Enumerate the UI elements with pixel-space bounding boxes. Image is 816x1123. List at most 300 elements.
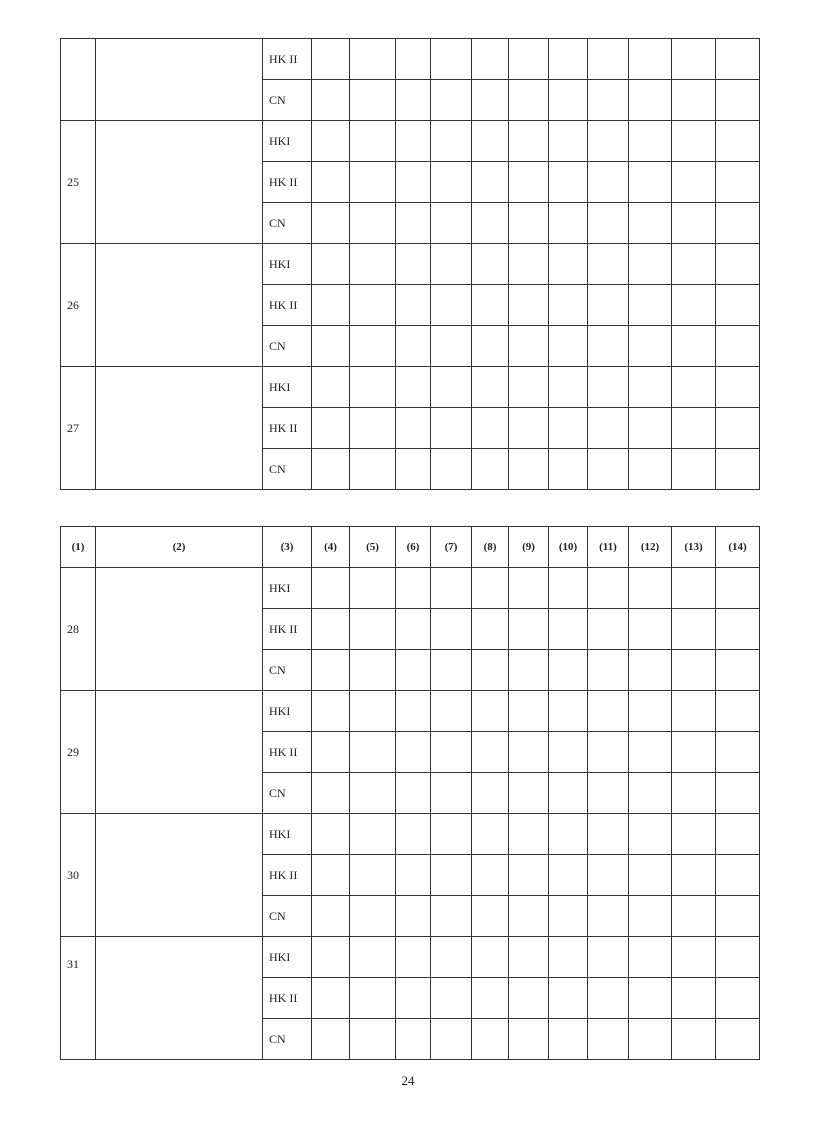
grade-cell bbox=[588, 162, 629, 203]
grade-cell bbox=[549, 80, 588, 121]
grade-cell bbox=[549, 978, 588, 1019]
grade-cell bbox=[472, 650, 509, 691]
grade-cell bbox=[509, 121, 549, 162]
semester-label: HKI bbox=[263, 367, 312, 408]
grade-cell bbox=[396, 732, 431, 773]
grade-cell bbox=[431, 937, 472, 978]
column-header: (11) bbox=[588, 527, 629, 568]
grade-cell bbox=[396, 937, 431, 978]
grade-cell bbox=[396, 773, 431, 814]
grade-cell bbox=[672, 367, 716, 408]
grade-cell bbox=[350, 39, 396, 80]
grade-cell bbox=[672, 203, 716, 244]
grade-cell bbox=[312, 121, 350, 162]
grade-cell bbox=[549, 896, 588, 937]
grade-cell bbox=[431, 449, 472, 490]
semester-label: HK II bbox=[263, 408, 312, 449]
row-number bbox=[61, 39, 96, 121]
grade-cell bbox=[312, 568, 350, 609]
grade-cell bbox=[431, 896, 472, 937]
grade-cell bbox=[716, 244, 760, 285]
grade-cell bbox=[509, 978, 549, 1019]
column-header: (14) bbox=[716, 527, 760, 568]
subject-cell bbox=[96, 367, 263, 490]
grade-cell bbox=[509, 937, 549, 978]
grade-cell bbox=[396, 978, 431, 1019]
grade-cell bbox=[549, 285, 588, 326]
semester-label: HKI bbox=[263, 691, 312, 732]
grade-cell bbox=[629, 691, 672, 732]
grade-cell bbox=[716, 203, 760, 244]
grade-cell bbox=[588, 773, 629, 814]
grade-cell bbox=[509, 650, 549, 691]
column-header: (13) bbox=[672, 527, 716, 568]
grade-cell bbox=[588, 121, 629, 162]
grade-cell bbox=[431, 773, 472, 814]
subject-cell bbox=[96, 244, 263, 367]
grade-cell bbox=[472, 39, 509, 80]
grade-cell bbox=[716, 609, 760, 650]
grade-cell bbox=[350, 80, 396, 121]
lower-grade-table bbox=[60, 526, 760, 1060]
column-header: (1) bbox=[61, 527, 96, 568]
grade-cell bbox=[396, 326, 431, 367]
grade-cell bbox=[472, 937, 509, 978]
grade-cell bbox=[431, 609, 472, 650]
table-row bbox=[61, 937, 760, 978]
grade-cell bbox=[312, 80, 350, 121]
semester-label: HK II bbox=[263, 609, 312, 650]
grade-cell bbox=[472, 773, 509, 814]
semester-label: HK II bbox=[263, 978, 312, 1019]
grade-cell bbox=[549, 1019, 588, 1060]
grade-cell bbox=[549, 691, 588, 732]
grade-cell bbox=[672, 896, 716, 937]
grade-cell bbox=[509, 773, 549, 814]
grade-cell bbox=[588, 609, 629, 650]
semester-label: HK II bbox=[263, 285, 312, 326]
grade-cell bbox=[431, 367, 472, 408]
grade-cell bbox=[472, 568, 509, 609]
grade-cell bbox=[431, 285, 472, 326]
grade-cell bbox=[629, 978, 672, 1019]
grade-cell bbox=[629, 285, 672, 326]
grade-cell bbox=[716, 449, 760, 490]
grade-cell bbox=[672, 691, 716, 732]
grade-cell bbox=[672, 732, 716, 773]
row-number: 31 bbox=[61, 937, 96, 1060]
grade-cell bbox=[672, 650, 716, 691]
grade-cell bbox=[629, 449, 672, 490]
semester-label: CN bbox=[263, 1019, 312, 1060]
grade-cell bbox=[672, 855, 716, 896]
grade-cell bbox=[396, 691, 431, 732]
grade-cell bbox=[549, 203, 588, 244]
grade-cell bbox=[312, 1019, 350, 1060]
grade-cell bbox=[629, 814, 672, 855]
grade-cell bbox=[350, 609, 396, 650]
row-number: 25 bbox=[61, 121, 96, 244]
grade-cell bbox=[472, 408, 509, 449]
grade-cell bbox=[629, 326, 672, 367]
grade-cell bbox=[472, 121, 509, 162]
grade-cell bbox=[629, 80, 672, 121]
column-header: (10) bbox=[549, 527, 588, 568]
grade-cell bbox=[509, 568, 549, 609]
grade-cell bbox=[312, 937, 350, 978]
grade-cell bbox=[588, 39, 629, 80]
semester-label: CN bbox=[263, 449, 312, 490]
grade-cell bbox=[396, 814, 431, 855]
grade-cell bbox=[588, 203, 629, 244]
grade-cell bbox=[509, 39, 549, 80]
row-number: 29 bbox=[61, 691, 96, 814]
grade-cell bbox=[312, 773, 350, 814]
grade-cell bbox=[472, 326, 509, 367]
table-row bbox=[61, 814, 760, 855]
column-header: (4) bbox=[312, 527, 350, 568]
grade-cell bbox=[672, 244, 716, 285]
grade-cell bbox=[629, 937, 672, 978]
table-row bbox=[61, 39, 760, 80]
grade-cell bbox=[716, 162, 760, 203]
grade-cell bbox=[509, 896, 549, 937]
semester-label: CN bbox=[263, 80, 312, 121]
grade-cell bbox=[716, 978, 760, 1019]
grade-cell bbox=[472, 449, 509, 490]
grade-cell bbox=[588, 732, 629, 773]
table-row bbox=[61, 121, 760, 162]
grade-cell bbox=[716, 285, 760, 326]
grade-cell bbox=[588, 449, 629, 490]
subject-cell bbox=[96, 814, 263, 937]
grade-cell bbox=[672, 978, 716, 1019]
grade-cell bbox=[549, 39, 588, 80]
grade-cell bbox=[472, 896, 509, 937]
grade-cell bbox=[396, 39, 431, 80]
grade-cell bbox=[629, 367, 672, 408]
grade-cell bbox=[396, 1019, 431, 1060]
grade-cell bbox=[350, 814, 396, 855]
grade-cell bbox=[350, 162, 396, 203]
grade-cell bbox=[350, 650, 396, 691]
grade-cell bbox=[629, 121, 672, 162]
grade-cell bbox=[629, 568, 672, 609]
grade-cell bbox=[509, 80, 549, 121]
grade-cell bbox=[716, 814, 760, 855]
grade-cell bbox=[509, 609, 549, 650]
grade-cell bbox=[472, 162, 509, 203]
subject-cell bbox=[96, 39, 263, 121]
grade-cell bbox=[672, 568, 716, 609]
grade-cell bbox=[396, 121, 431, 162]
grade-cell bbox=[672, 39, 716, 80]
grade-cell bbox=[472, 244, 509, 285]
grade-cell bbox=[716, 367, 760, 408]
grade-cell bbox=[509, 367, 549, 408]
semester-label: CN bbox=[263, 203, 312, 244]
grade-cell bbox=[350, 732, 396, 773]
grade-cell bbox=[312, 285, 350, 326]
grade-cell bbox=[509, 814, 549, 855]
subject-cell bbox=[96, 568, 263, 691]
grade-cell bbox=[672, 80, 716, 121]
grade-cell bbox=[312, 244, 350, 285]
grade-cell bbox=[312, 408, 350, 449]
grade-cell bbox=[672, 609, 716, 650]
grade-cell bbox=[549, 773, 588, 814]
grade-cell bbox=[350, 937, 396, 978]
subject-cell bbox=[96, 121, 263, 244]
grade-cell bbox=[588, 326, 629, 367]
grade-cell bbox=[549, 650, 588, 691]
grade-cell bbox=[396, 244, 431, 285]
grade-cell bbox=[716, 39, 760, 80]
grade-cell bbox=[629, 162, 672, 203]
grade-cell bbox=[472, 691, 509, 732]
grade-cell bbox=[431, 203, 472, 244]
grade-cell bbox=[588, 814, 629, 855]
table-row bbox=[61, 367, 760, 408]
semester-label: HKI bbox=[263, 244, 312, 285]
grade-cell bbox=[629, 609, 672, 650]
grade-cell bbox=[509, 244, 549, 285]
grade-cell bbox=[350, 855, 396, 896]
grade-cell bbox=[716, 855, 760, 896]
grade-cell bbox=[716, 408, 760, 449]
grade-cell bbox=[716, 937, 760, 978]
grade-cell bbox=[472, 732, 509, 773]
grade-cell bbox=[549, 408, 588, 449]
grade-cell bbox=[588, 367, 629, 408]
grade-cell bbox=[629, 650, 672, 691]
grade-cell bbox=[629, 244, 672, 285]
grade-cell bbox=[509, 855, 549, 896]
grade-cell bbox=[312, 609, 350, 650]
semester-label: CN bbox=[263, 650, 312, 691]
table-row bbox=[61, 568, 760, 609]
semester-label: HKI bbox=[263, 568, 312, 609]
grade-cell bbox=[431, 80, 472, 121]
grade-cell bbox=[716, 1019, 760, 1060]
semester-label: HKI bbox=[263, 814, 312, 855]
column-header: (6) bbox=[396, 527, 431, 568]
grade-cell bbox=[396, 203, 431, 244]
column-header: (5) bbox=[350, 527, 396, 568]
grade-cell bbox=[588, 650, 629, 691]
grade-cell bbox=[431, 978, 472, 1019]
grade-cell bbox=[509, 449, 549, 490]
grade-cell bbox=[312, 814, 350, 855]
grade-cell bbox=[716, 691, 760, 732]
grade-cell bbox=[588, 1019, 629, 1060]
grade-cell bbox=[350, 691, 396, 732]
grade-cell bbox=[312, 650, 350, 691]
grade-cell bbox=[472, 80, 509, 121]
grade-cell bbox=[431, 121, 472, 162]
upper-grade-table bbox=[60, 38, 760, 490]
grade-cell bbox=[312, 326, 350, 367]
column-header: (9) bbox=[509, 527, 549, 568]
semester-label: HK II bbox=[263, 732, 312, 773]
grade-cell bbox=[549, 121, 588, 162]
grade-cell bbox=[549, 568, 588, 609]
grade-cell bbox=[350, 773, 396, 814]
grade-cell bbox=[509, 285, 549, 326]
grade-cell bbox=[588, 285, 629, 326]
grade-cell bbox=[312, 367, 350, 408]
semester-label: CN bbox=[263, 326, 312, 367]
grade-cell bbox=[472, 814, 509, 855]
grade-cell bbox=[312, 978, 350, 1019]
grade-cell bbox=[509, 162, 549, 203]
grade-cell bbox=[396, 609, 431, 650]
grade-cell bbox=[472, 367, 509, 408]
semester-label: HK II bbox=[263, 39, 312, 80]
grade-cell bbox=[509, 203, 549, 244]
semester-label: HKI bbox=[263, 937, 312, 978]
grade-cell bbox=[396, 408, 431, 449]
grade-cell bbox=[509, 732, 549, 773]
grade-cell bbox=[350, 978, 396, 1019]
grade-cell bbox=[629, 408, 672, 449]
grade-cell bbox=[549, 244, 588, 285]
grade-cell bbox=[396, 855, 431, 896]
grade-cell bbox=[431, 691, 472, 732]
grade-cell bbox=[672, 285, 716, 326]
grade-cell bbox=[509, 691, 549, 732]
grade-cell bbox=[716, 773, 760, 814]
grade-cell bbox=[431, 855, 472, 896]
grade-cell bbox=[431, 1019, 472, 1060]
grade-cell bbox=[549, 732, 588, 773]
row-number: 28 bbox=[61, 568, 96, 691]
grade-cell bbox=[629, 732, 672, 773]
grade-cell bbox=[672, 408, 716, 449]
grade-cell bbox=[629, 855, 672, 896]
grade-cell bbox=[629, 896, 672, 937]
grade-cell bbox=[588, 80, 629, 121]
column-header: (3) bbox=[263, 527, 312, 568]
semester-label: HK II bbox=[263, 162, 312, 203]
grade-cell bbox=[672, 937, 716, 978]
grade-cell bbox=[312, 691, 350, 732]
grade-cell bbox=[312, 896, 350, 937]
grade-cell bbox=[350, 285, 396, 326]
grade-cell bbox=[350, 326, 396, 367]
grade-cell bbox=[431, 408, 472, 449]
grade-cell bbox=[588, 937, 629, 978]
grade-cell bbox=[431, 732, 472, 773]
grade-cell bbox=[588, 978, 629, 1019]
subject-cell bbox=[96, 937, 263, 1060]
grade-cell bbox=[716, 568, 760, 609]
grade-cell bbox=[350, 244, 396, 285]
grade-cell bbox=[350, 449, 396, 490]
grade-cell bbox=[549, 367, 588, 408]
grade-cell bbox=[350, 568, 396, 609]
grade-cell bbox=[472, 285, 509, 326]
column-header: (8) bbox=[472, 527, 509, 568]
semester-label: HKI bbox=[263, 121, 312, 162]
grade-cell bbox=[716, 650, 760, 691]
grade-cell bbox=[350, 896, 396, 937]
grade-cell bbox=[396, 162, 431, 203]
grade-cell bbox=[672, 773, 716, 814]
grade-cell bbox=[629, 773, 672, 814]
grade-cell bbox=[629, 1019, 672, 1060]
grade-cell bbox=[396, 896, 431, 937]
grade-cell bbox=[588, 568, 629, 609]
page-number: 24 bbox=[401, 1073, 415, 1088]
grade-cell bbox=[509, 1019, 549, 1060]
grade-cell bbox=[716, 80, 760, 121]
grade-cell bbox=[312, 203, 350, 244]
grade-cell bbox=[672, 326, 716, 367]
grade-cell bbox=[431, 814, 472, 855]
grade-cell bbox=[549, 855, 588, 896]
grade-cell bbox=[588, 855, 629, 896]
grade-cell bbox=[716, 732, 760, 773]
grade-cell bbox=[549, 609, 588, 650]
grade-cell bbox=[472, 203, 509, 244]
grade-cell bbox=[588, 244, 629, 285]
grade-cell bbox=[350, 121, 396, 162]
table-row bbox=[61, 691, 760, 732]
grade-cell bbox=[396, 80, 431, 121]
grade-cell bbox=[672, 814, 716, 855]
grade-cell bbox=[312, 39, 350, 80]
row-number: 30 bbox=[61, 814, 96, 937]
grade-cell bbox=[472, 855, 509, 896]
grade-cell bbox=[396, 367, 431, 408]
grade-cell bbox=[629, 203, 672, 244]
grade-cell bbox=[549, 449, 588, 490]
grade-cell bbox=[672, 449, 716, 490]
grade-cell bbox=[350, 367, 396, 408]
column-header: (12) bbox=[629, 527, 672, 568]
semester-label: CN bbox=[263, 773, 312, 814]
grade-cell bbox=[312, 732, 350, 773]
grade-cell bbox=[396, 285, 431, 326]
semester-label: HK II bbox=[263, 855, 312, 896]
grade-cell bbox=[396, 568, 431, 609]
grade-cell bbox=[549, 326, 588, 367]
grade-cell bbox=[431, 162, 472, 203]
grade-cell bbox=[396, 449, 431, 490]
grade-cell bbox=[549, 814, 588, 855]
grade-cell bbox=[549, 937, 588, 978]
grade-cell bbox=[716, 326, 760, 367]
grade-cell bbox=[672, 1019, 716, 1060]
grade-cell bbox=[509, 326, 549, 367]
grade-cell bbox=[350, 408, 396, 449]
grade-cell bbox=[472, 609, 509, 650]
grade-cell bbox=[672, 162, 716, 203]
row-number: 26 bbox=[61, 244, 96, 367]
grade-cell bbox=[431, 39, 472, 80]
header-row bbox=[61, 527, 760, 568]
grade-cell bbox=[431, 650, 472, 691]
grade-cell bbox=[629, 39, 672, 80]
grade-cell bbox=[431, 244, 472, 285]
grade-cell bbox=[312, 449, 350, 490]
grade-cell bbox=[588, 691, 629, 732]
grade-cell bbox=[431, 568, 472, 609]
grade-cell bbox=[431, 326, 472, 367]
grade-cell bbox=[312, 162, 350, 203]
column-header: (2) bbox=[96, 527, 263, 568]
